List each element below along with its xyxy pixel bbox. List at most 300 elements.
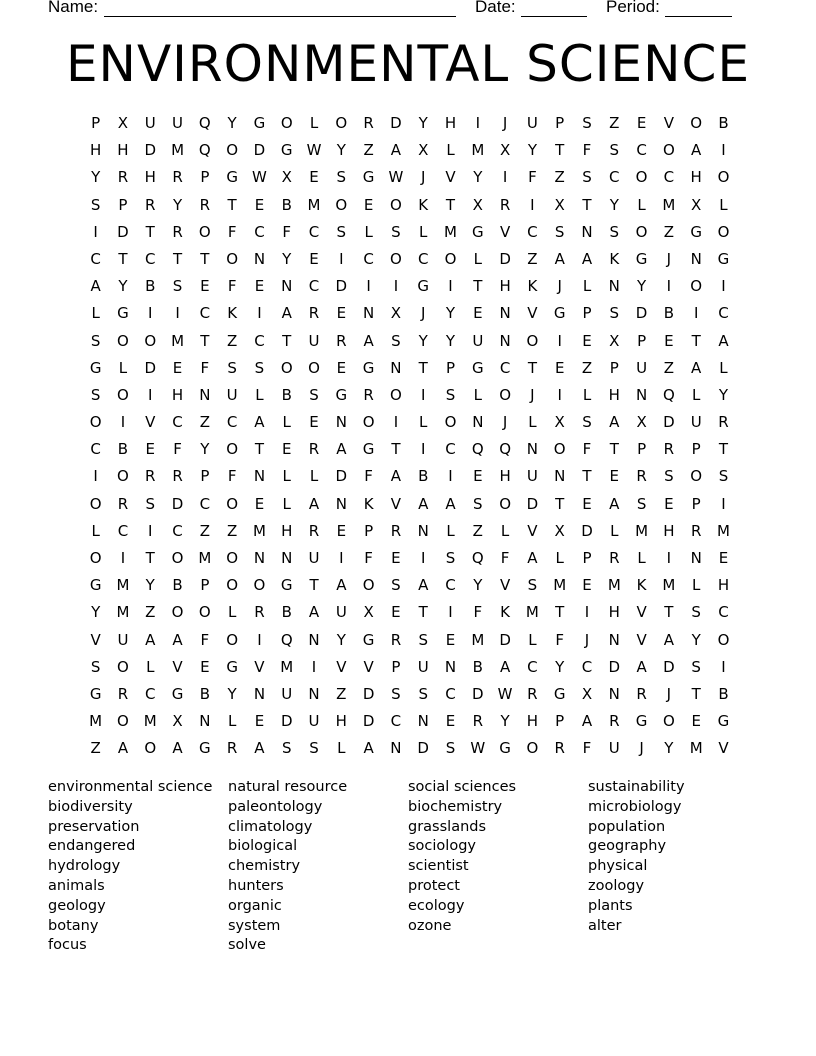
grid-letter[interactable]: F [364, 549, 373, 567]
grid-letter[interactable]: L [227, 603, 237, 622]
grid-letter[interactable]: T [609, 440, 619, 459]
grid-letter[interactable]: V [172, 657, 183, 676]
grid-letter[interactable]: V [663, 114, 675, 132]
grid-letter[interactable]: R [226, 739, 238, 758]
grid-letter[interactable]: L [91, 304, 100, 323]
grid-letter[interactable]: S [90, 657, 101, 676]
grid-letter[interactable]: P [637, 440, 647, 459]
grid-letter[interactable]: C [417, 249, 429, 268]
grid-letter[interactable]: V [718, 739, 729, 758]
grid-letter[interactable]: T [555, 141, 565, 160]
grid-letter[interactable]: R [199, 195, 211, 214]
grid-letter[interactable]: G [89, 358, 102, 377]
grid-letter[interactable]: L [282, 413, 291, 432]
grid-letter[interactable]: T [418, 358, 428, 377]
grid-letter[interactable]: E [363, 195, 374, 214]
grid-letter[interactable]: A [527, 549, 538, 567]
grid-letter[interactable]: Y [282, 249, 292, 268]
grid-letter[interactable]: I [257, 630, 262, 649]
grid-letter[interactable]: D [335, 467, 348, 486]
grid-letter[interactable]: C [226, 413, 238, 432]
grid-letter[interactable]: S [336, 168, 347, 187]
grid-letter[interactable]: Z [527, 249, 538, 268]
grid-letter[interactable]: E [309, 413, 319, 432]
grid-letter[interactable]: R [690, 521, 702, 540]
grid-letter[interactable]: O [117, 385, 129, 404]
grid-letter[interactable]: O [280, 114, 293, 132]
grid-letter[interactable]: I [93, 467, 98, 486]
grid-letter[interactable]: J [666, 684, 672, 703]
grid-letter[interactable]: S [445, 739, 456, 758]
grid-letter[interactable]: G [635, 712, 648, 731]
grid-letter[interactable]: Z [363, 141, 374, 160]
grid-letter[interactable]: E [445, 630, 456, 649]
grid-letter[interactable]: U [172, 114, 184, 132]
grid-letter[interactable]: L [146, 657, 155, 676]
grid-letter[interactable]: G [226, 657, 238, 676]
grid-letter[interactable]: Y [227, 114, 237, 132]
grid-letter[interactable]: D [472, 684, 484, 703]
grid-letter[interactable]: E [473, 467, 483, 486]
grid-letter[interactable]: U [526, 114, 538, 132]
word-search-grid[interactable] [82, 110, 737, 763]
grid-letter[interactable]: Z [663, 358, 675, 377]
grid-letter[interactable]: G [253, 114, 266, 132]
grid-letter[interactable]: B [472, 657, 483, 676]
grid-letter[interactable]: Y [473, 576, 483, 595]
grid-letter[interactable]: R [609, 712, 620, 731]
grid-letter[interactable]: N [199, 712, 211, 731]
grid-letter[interactable]: S [582, 413, 592, 432]
grid-letter[interactable]: C [172, 413, 183, 432]
grid-letter[interactable]: J [502, 413, 508, 432]
grid-letter[interactable]: P [200, 467, 210, 486]
grid-letter[interactable]: O [226, 494, 239, 513]
grid-letter[interactable]: V [527, 521, 538, 540]
grid-letter[interactable]: F [500, 549, 510, 567]
grid-letter[interactable]: B [199, 684, 210, 703]
grid-letter[interactable]: L [227, 712, 237, 731]
grid-letter[interactable]: X [418, 141, 429, 160]
grid-letter[interactable]: N [581, 222, 593, 241]
grid-letter[interactable]: X [636, 413, 647, 432]
grid-letter[interactable]: S [391, 576, 401, 595]
grid-letter[interactable]: N [335, 413, 347, 432]
grid-letter[interactable]: O [717, 222, 730, 241]
grid-letter[interactable]: T [145, 549, 155, 567]
grid-letter[interactable]: I [257, 304, 262, 323]
grid-letter[interactable]: N [554, 467, 566, 486]
grid-letter[interactable]: Y [336, 630, 346, 649]
grid-letter[interactable]: G [553, 304, 566, 323]
grid-letter[interactable]: L [309, 114, 319, 132]
grid-letter[interactable]: O [444, 249, 457, 268]
grid-letter[interactable]: P [582, 304, 592, 323]
grid-letter[interactable]: S [391, 331, 401, 350]
grid-letter[interactable]: A [390, 467, 402, 486]
grid-letter[interactable]: W [388, 168, 404, 187]
grid-letter[interactable]: H [499, 277, 511, 296]
grid-letter[interactable]: A [308, 603, 320, 622]
grid-letter[interactable]: U [308, 331, 320, 350]
grid-letter[interactable]: N [608, 684, 620, 703]
grid-letter[interactable]: V [90, 630, 101, 649]
grid-letter[interactable]: T [555, 494, 565, 513]
grid-letter[interactable]: V [363, 657, 374, 676]
grid-letter[interactable]: K [636, 576, 647, 595]
grid-letter[interactable]: F [200, 358, 210, 377]
grid-letter[interactable]: G [226, 168, 238, 187]
grid-letter[interactable]: O [226, 630, 239, 649]
grid-letter[interactable]: O [117, 331, 129, 350]
grid-letter[interactable]: A [90, 277, 101, 296]
grid-letter[interactable]: S [336, 222, 347, 241]
grid-letter[interactable]: C [199, 494, 211, 513]
grid-letter[interactable]: Y [555, 657, 565, 676]
grid-letter[interactable]: H [144, 168, 156, 187]
grid-letter[interactable]: T [200, 249, 210, 268]
grid-letter[interactable]: D [362, 712, 375, 731]
grid-letter[interactable]: G [280, 141, 293, 160]
grid-letter[interactable]: X [609, 331, 620, 350]
grid-letter[interactable]: N [417, 521, 429, 540]
grid-letter[interactable]: N [199, 385, 211, 404]
grid-letter[interactable]: C [145, 249, 156, 268]
grid-letter[interactable]: A [336, 576, 347, 595]
grid-letter[interactable]: S [172, 277, 183, 296]
grid-letter[interactable]: N [526, 440, 539, 459]
grid-letter[interactable]: T [118, 249, 128, 268]
grid-letter[interactable]: M [717, 521, 730, 540]
grid-letter[interactable]: A [581, 712, 593, 731]
grid-letter[interactable]: N [308, 630, 320, 649]
grid-letter[interactable]: N [390, 739, 402, 758]
grid-letter[interactable]: C [254, 331, 265, 350]
grid-letter[interactable]: V [254, 657, 265, 676]
grid-letter[interactable]: M [280, 657, 294, 676]
grid-letter[interactable]: T [473, 277, 483, 296]
grid-letter[interactable]: M [143, 712, 157, 731]
grid-letter[interactable]: O [362, 576, 375, 595]
grid-letter[interactable]: A [418, 576, 429, 595]
grid-letter[interactable]: L [446, 141, 455, 160]
grid-letter[interactable]: L [446, 521, 455, 540]
grid-letter[interactable]: O [198, 603, 211, 622]
grid-letter[interactable]: R [390, 630, 402, 649]
grid-letter[interactable]: B [718, 114, 729, 132]
grid-letter[interactable]: Z [581, 358, 593, 377]
grid-letter[interactable]: Q [471, 440, 484, 459]
grid-letter[interactable]: G [362, 168, 375, 187]
grid-letter[interactable]: M [607, 576, 621, 595]
grid-letter[interactable]: G [417, 277, 430, 296]
grid-letter[interactable]: L [419, 413, 428, 432]
grid-letter[interactable]: H [663, 521, 675, 540]
grid-letter[interactable]: U [281, 684, 293, 703]
grid-letter[interactable]: N [635, 385, 648, 404]
grid-letter[interactable]: S [582, 114, 592, 132]
grid-letter[interactable]: Y [227, 684, 237, 703]
grid-letter[interactable]: H [608, 603, 620, 622]
grid-letter[interactable]: G [89, 684, 102, 703]
grid-letter[interactable]: A [636, 657, 647, 676]
grid-letter[interactable]: E [254, 494, 265, 513]
grid-letter[interactable]: O [499, 494, 511, 513]
grid-letter[interactable]: P [691, 494, 701, 513]
grid-letter[interactable]: G [199, 739, 211, 758]
grid-letter[interactable]: L [637, 195, 646, 214]
grid-letter[interactable]: N [253, 467, 266, 486]
grid-letter[interactable]: O [526, 331, 539, 350]
grid-letter[interactable]: O [253, 576, 266, 595]
grid-letter[interactable]: V [499, 576, 511, 595]
grid-letter[interactable]: Y [91, 603, 101, 622]
grid-letter[interactable]: N [253, 249, 266, 268]
grid-letter[interactable]: D [608, 657, 621, 676]
grid-letter[interactable]: W [306, 141, 322, 160]
grid-letter[interactable]: S [227, 358, 237, 377]
grid-letter[interactable]: L [337, 739, 346, 758]
grid-letter[interactable]: I [420, 549, 426, 567]
grid-letter[interactable]: B [281, 385, 292, 404]
grid-letter[interactable]: I [721, 494, 726, 513]
grid-letter[interactable]: Q [662, 385, 675, 404]
grid-letter[interactable]: E [718, 549, 729, 567]
grid-letter[interactable]: J [502, 114, 508, 132]
grid-letter[interactable]: U [117, 630, 129, 649]
grid-letter[interactable]: S [145, 494, 155, 513]
grid-letter[interactable]: A [336, 440, 347, 459]
grid-letter[interactable]: C [581, 657, 593, 676]
grid-letter[interactable]: I [557, 385, 562, 404]
grid-letter[interactable]: N [472, 413, 484, 432]
grid-letter[interactable]: Y [718, 385, 729, 404]
grid-letter[interactable]: E [172, 358, 183, 377]
grid-letter[interactable]: O [662, 712, 675, 731]
grid-letter[interactable]: D [499, 630, 511, 649]
grid-letter[interactable]: O [89, 413, 102, 432]
grid-letter[interactable]: D [171, 494, 184, 513]
grid-letter[interactable]: N [499, 304, 511, 323]
grid-letter[interactable]: N [281, 549, 293, 567]
grid-letter[interactable]: X [281, 168, 292, 187]
grid-letter[interactable]: A [172, 630, 183, 649]
grid-letter[interactable]: G [362, 630, 375, 649]
grid-letter[interactable]: B [718, 684, 729, 703]
grid-letter[interactable]: H [608, 385, 620, 404]
grid-letter[interactable]: S [445, 549, 456, 567]
grid-letter[interactable]: I [666, 277, 672, 296]
grid-letter[interactable]: O [89, 494, 102, 513]
grid-letter[interactable]: R [117, 494, 129, 513]
grid-letter[interactable]: L [555, 549, 564, 567]
grid-letter[interactable]: P [118, 195, 128, 214]
grid-letter[interactable]: T [172, 249, 183, 268]
grid-letter[interactable]: H [526, 712, 539, 731]
grid-letter[interactable]: E [309, 168, 319, 187]
grid-letter[interactable]: C [172, 521, 183, 540]
grid-letter[interactable]: D [499, 249, 511, 268]
grid-letter[interactable]: B [663, 304, 675, 323]
grid-letter[interactable]: O [717, 168, 730, 187]
grid-letter[interactable]: L [419, 222, 428, 241]
grid-letter[interactable]: A [581, 249, 593, 268]
grid-letter[interactable]: B [281, 195, 292, 214]
grid-letter[interactable]: J [639, 739, 644, 758]
grid-letter[interactable]: D [117, 222, 129, 241]
grid-letter[interactable]: S [90, 385, 101, 404]
grid-letter[interactable]: S [418, 630, 428, 649]
grid-letter[interactable]: O [717, 630, 730, 649]
grid-letter[interactable]: G [717, 249, 730, 268]
grid-letter[interactable]: O [117, 657, 129, 676]
grid-letter[interactable]: G [717, 712, 730, 731]
grid-letter[interactable]: D [417, 739, 429, 758]
grid-letter[interactable]: Z [90, 739, 101, 758]
grid-letter[interactable]: I [448, 277, 453, 296]
grid-letter[interactable]: I [475, 114, 481, 132]
period-field[interactable] [665, 16, 732, 17]
grid-letter[interactable]: G [635, 249, 648, 268]
grid-letter[interactable]: C [117, 521, 129, 540]
grid-letter[interactable]: G [117, 304, 129, 323]
grid-letter[interactable]: I [721, 657, 726, 676]
grid-letter[interactable]: J [666, 249, 672, 268]
grid-letter[interactable]: D [362, 684, 375, 703]
grid-letter[interactable]: Z [226, 331, 238, 350]
grid-letter[interactable]: K [609, 249, 620, 268]
grid-letter[interactable]: N [281, 277, 293, 296]
grid-letter[interactable]: F [173, 440, 182, 459]
grid-letter[interactable]: K [527, 277, 538, 296]
grid-letter[interactable]: E [336, 521, 347, 540]
grid-letter[interactable]: O [226, 549, 239, 567]
grid-letter[interactable]: L [528, 413, 537, 432]
grid-letter[interactable]: W [497, 684, 513, 703]
grid-letter[interactable]: R [499, 195, 511, 214]
grid-letter[interactable]: C [145, 684, 156, 703]
grid-letter[interactable]: C [527, 222, 538, 241]
grid-letter[interactable]: I [721, 277, 726, 296]
grid-letter[interactable]: O [226, 141, 239, 160]
grid-letter[interactable]: C [527, 657, 538, 676]
grid-letter[interactable]: O [117, 712, 129, 731]
grid-letter[interactable]: O [335, 195, 348, 214]
grid-letter[interactable]: L [719, 195, 728, 214]
grid-letter[interactable]: S [418, 684, 428, 703]
grid-letter[interactable]: U [608, 739, 620, 758]
grid-letter[interactable]: R [172, 168, 183, 187]
grid-letter[interactable]: B [117, 440, 129, 459]
grid-letter[interactable]: S [309, 385, 319, 404]
grid-letter[interactable]: S [90, 331, 101, 350]
grid-letter[interactable]: O [690, 467, 703, 486]
grid-letter[interactable]: G [362, 358, 375, 377]
grid-letter[interactable]: U [417, 657, 429, 676]
grid-letter[interactable]: H [499, 467, 511, 486]
grid-letter[interactable]: M [689, 739, 703, 758]
grid-letter[interactable]: Z [609, 114, 620, 132]
grid-letter[interactable]: C [90, 249, 101, 268]
grid-letter[interactable]: O [171, 549, 184, 567]
grid-letter[interactable]: K [363, 494, 374, 513]
grid-letter[interactable]: J [530, 385, 535, 404]
grid-letter[interactable]: M [662, 576, 676, 595]
grid-letter[interactable]: R [636, 467, 647, 486]
grid-letter[interactable]: C [199, 304, 211, 323]
grid-letter[interactable]: R [308, 521, 320, 540]
grid-letter[interactable]: O [662, 141, 675, 160]
grid-letter[interactable]: I [366, 277, 371, 296]
grid-letter[interactable]: I [448, 603, 453, 622]
grid-letter[interactable]: Y [91, 168, 101, 187]
grid-letter[interactable]: H [171, 385, 184, 404]
grid-letter[interactable]: O [690, 114, 703, 132]
name-field[interactable] [104, 16, 456, 17]
grid-letter[interactable]: S [609, 304, 620, 323]
grid-letter[interactable]: O [444, 413, 457, 432]
grid-letter[interactable]: O [144, 331, 157, 350]
grid-letter[interactable]: L [637, 549, 646, 567]
grid-letter[interactable]: S [527, 576, 538, 595]
grid-letter[interactable]: Y [445, 304, 456, 323]
grid-letter[interactable]: Z [199, 521, 210, 540]
grid-letter[interactable]: P [609, 358, 619, 377]
grid-letter[interactable]: P [691, 440, 701, 459]
grid-letter[interactable]: O [198, 222, 211, 241]
grid-letter[interactable]: Z [554, 168, 565, 187]
grid-letter[interactable]: I [557, 331, 562, 350]
grid-letter[interactable]: T [691, 331, 701, 350]
grid-letter[interactable]: I [584, 603, 590, 622]
grid-letter[interactable]: E [309, 249, 319, 268]
grid-letter[interactable]: I [502, 168, 508, 187]
grid-letter[interactable]: L [91, 521, 100, 540]
grid-letter[interactable]: N [499, 331, 511, 350]
grid-letter[interactable]: E [609, 467, 620, 486]
grid-letter[interactable]: X [363, 603, 374, 622]
grid-letter[interactable]: T [582, 467, 592, 486]
grid-letter[interactable]: N [253, 549, 266, 567]
grid-letter[interactable]: S [691, 657, 701, 676]
grid-letter[interactable]: X [554, 521, 565, 540]
grid-letter[interactable]: A [145, 630, 156, 649]
grid-letter[interactable]: M [662, 195, 676, 214]
grid-letter[interactable]: O [144, 739, 157, 758]
grid-letter[interactable]: S [90, 195, 101, 214]
grid-letter[interactable]: L [500, 521, 510, 540]
grid-letter[interactable]: N [390, 358, 402, 377]
grid-letter[interactable]: E [636, 114, 647, 132]
grid-letter[interactable]: W [252, 168, 267, 187]
grid-letter[interactable]: O [553, 440, 566, 459]
grid-letter[interactable]: R [636, 684, 647, 703]
grid-letter[interactable]: P [555, 712, 565, 731]
grid-letter[interactable]: F [555, 630, 565, 649]
grid-letter[interactable]: H [717, 576, 730, 595]
grid-letter[interactable]: M [635, 521, 649, 540]
grid-letter[interactable]: O [117, 467, 129, 486]
grid-letter[interactable]: I [120, 549, 126, 567]
grid-letter[interactable]: Y [118, 277, 128, 296]
grid-letter[interactable]: R [663, 440, 675, 459]
grid-letter[interactable]: E [254, 277, 265, 296]
grid-letter[interactable]: H [90, 141, 102, 160]
grid-letter[interactable]: E [473, 304, 483, 323]
grid-letter[interactable]: Q [280, 630, 293, 649]
grid-letter[interactable]: G [499, 739, 511, 758]
grid-letter[interactable]: E [336, 358, 347, 377]
